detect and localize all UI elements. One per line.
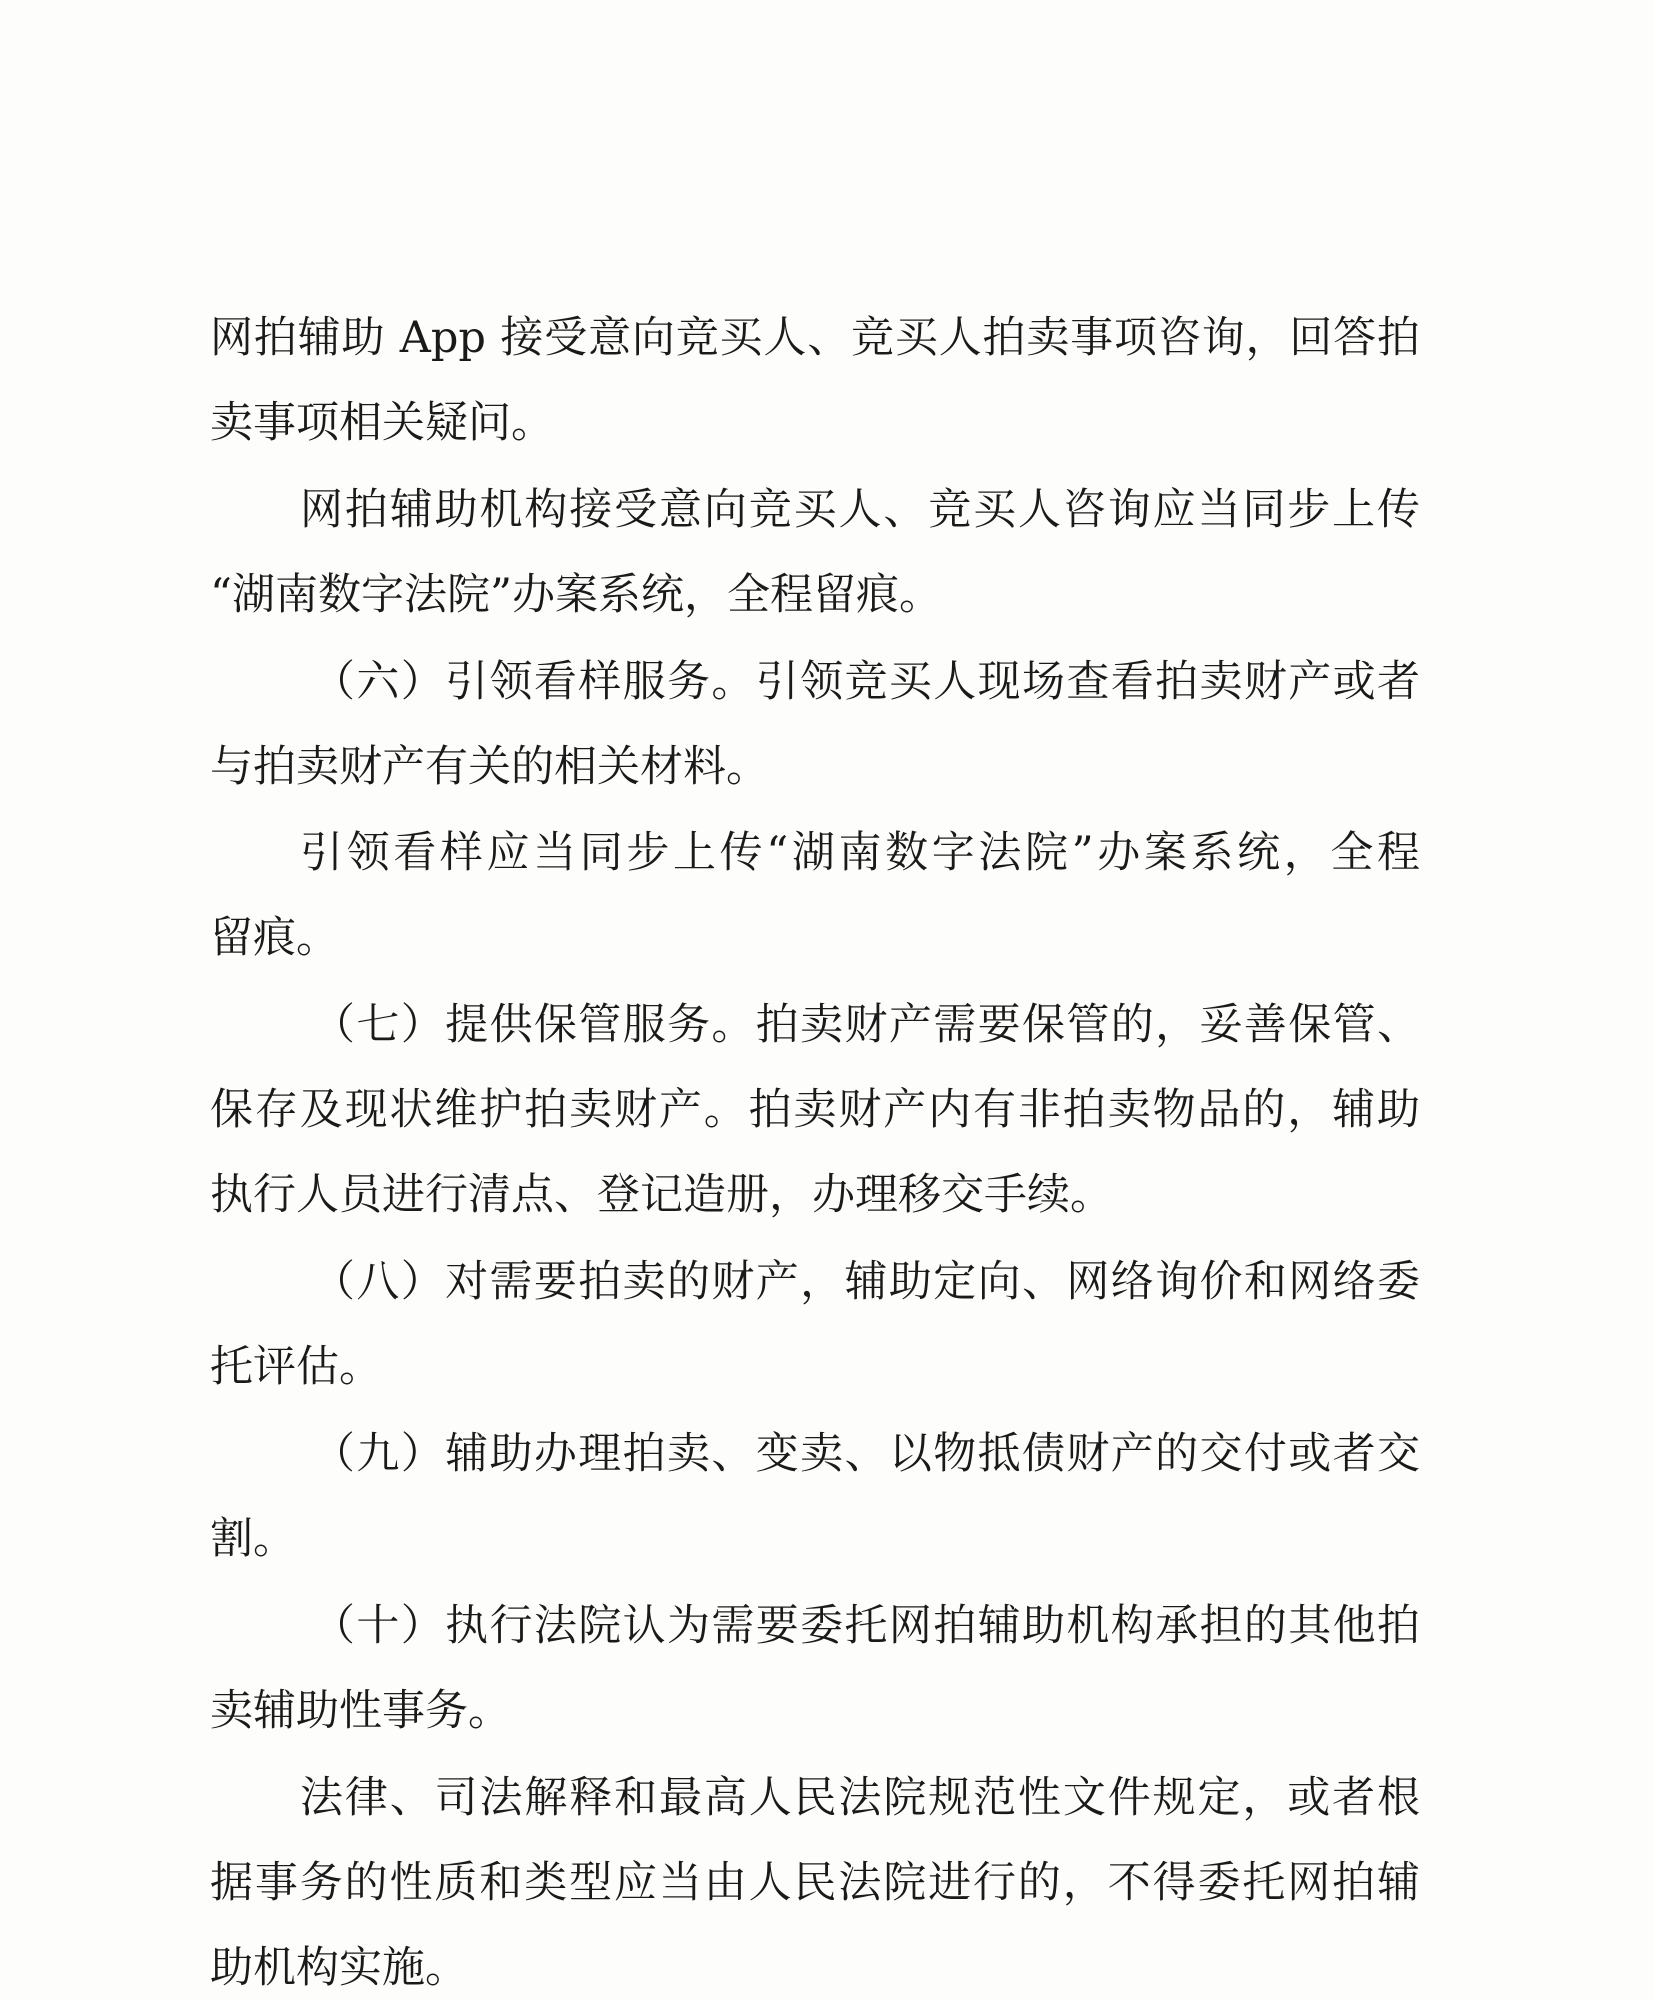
text-line: 留痕。 bbox=[210, 913, 339, 963]
text-line: 据事务的性质和类型应当由人民法院进行的，不得委托网拍辅 bbox=[210, 1858, 1420, 1908]
text-line: 执行人员进行清点、登记造册，办理移交手续。 bbox=[210, 1170, 1113, 1220]
text-line: “湖南数字法院”办案系统，全程留痕。 bbox=[210, 570, 942, 620]
text-line: 保存及现状维护拍卖财产。拍卖财产内有非拍卖物品的，辅助 bbox=[210, 1085, 1420, 1135]
text-line: 卖事项相关疑问。 bbox=[210, 398, 554, 448]
text-line: 托评估。 bbox=[210, 1342, 382, 1392]
text-line: （六）引领看样服务。引领竞买人现场查看拍卖财产或者 bbox=[312, 657, 1420, 707]
text-line: 割。 bbox=[210, 1514, 296, 1564]
text-line: 引领看样应当同步上传“湖南数字法院”办案系统，全程 bbox=[300, 828, 1420, 878]
text-line: （七）提供保管服务。拍卖财产需要保管的，妥善保管、 bbox=[312, 1000, 1420, 1050]
text-line: 法律、司法解释和最高人民法院规范性文件规定，或者根 bbox=[300, 1773, 1420, 1823]
text-line: 与拍卖财产有关的相关材料。 bbox=[210, 742, 769, 792]
text-line: 助机构实施。 bbox=[210, 1943, 468, 1993]
text-line: 卖辅助性事务。 bbox=[210, 1686, 511, 1736]
text-line: （九）辅助办理拍卖、变卖、以物抵债财产的交付或者交 bbox=[312, 1429, 1420, 1479]
text-line: 网拍辅助 App 接受意向竞买人、竞买人拍卖事项咨询，回答拍 bbox=[210, 313, 1420, 363]
text-line: （十）执行法院认为需要委托网拍辅助机构承担的其他拍 bbox=[312, 1601, 1420, 1651]
text-line: （八）对需要拍卖的财产，辅助定向、网络询价和网络委 bbox=[312, 1257, 1420, 1307]
text-line: 网拍辅助机构接受意向竞买人、竞买人咨询应当同步上传 bbox=[300, 485, 1420, 535]
